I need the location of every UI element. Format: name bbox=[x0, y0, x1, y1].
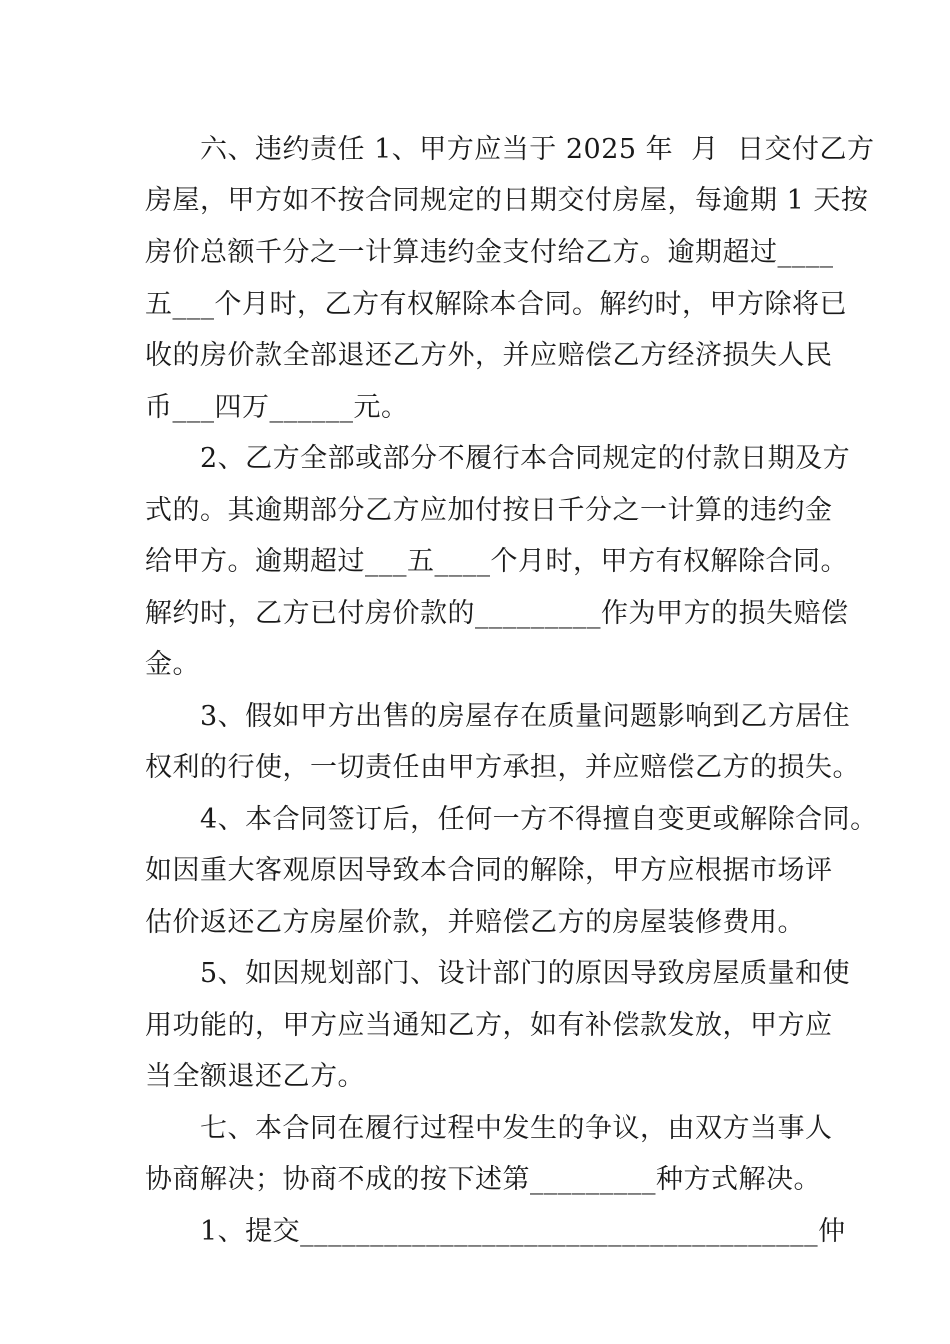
clause-5-line-3: 当全额退还乙方。 bbox=[145, 1061, 365, 1092]
paragraph-6-line-1: 六、违约责任 1、甲方应当于 2025 年 月 日交付乙方 bbox=[200, 134, 875, 165]
paragraph-7-line-1: 七、本合同在履行过程中发生的争议，由双方当事人 bbox=[200, 1113, 833, 1144]
clause-4-line-3: 估价返还乙方房屋价款，并赔偿乙方的房屋装修费用。 bbox=[145, 907, 805, 938]
paragraph-7-line-2: 协商解决；协商不成的按下述第_________种方式解决。 bbox=[145, 1164, 821, 1195]
clause-2-line-1: 2、乙方全部或部分不履行本合同规定的付款日期及方 bbox=[200, 443, 851, 474]
clause-2-line-5: 金。 bbox=[145, 649, 200, 680]
clause-4-line-1: 4、本合同签订后，任何一方不得擅自变更或解除合同。 bbox=[200, 804, 878, 835]
clause-2-line-3: 给甲方。逾期超过___五____个月时，甲方有权解除合同。 bbox=[145, 546, 848, 577]
clause-3-line-2: 权利的行使，一切责任由甲方承担，并应赔偿乙方的损失。 bbox=[145, 752, 860, 783]
paragraph-6-line-2: 房屋，甲方如不按合同规定的日期交付房屋，每逾期 1 天按 bbox=[145, 185, 869, 216]
paragraph-6-line-6: 币___四万______元。 bbox=[145, 392, 409, 423]
clause-5-line-1: 5、如因规划部门、设计部门的原因导致房屋质量和使 bbox=[200, 958, 851, 989]
clause-5-line-2: 用功能的，甲方应当通知乙方，如有补偿款发放，甲方应 bbox=[145, 1010, 833, 1041]
paragraph-6-line-5: 收的房价款全部退还乙方外，并应赔偿乙方经济损失人民 bbox=[145, 340, 833, 371]
paragraph-6-line-4: 五___个月时，乙方有权解除本合同。解约时，甲方除将已 bbox=[145, 289, 847, 320]
clause-2-line-4: 解约时，乙方已付房价款的_________作为甲方的损失赔偿 bbox=[145, 598, 849, 629]
clause-3-line-1: 3、假如甲方出售的房屋存在质量问题影响到乙方居住 bbox=[200, 701, 851, 732]
option-1-line: 1、提交_____________________________________仲 bbox=[200, 1216, 846, 1247]
clause-4-line-2: 如因重大客观原因导致本合同的解除，甲方应根据市场评 bbox=[145, 855, 833, 886]
paragraph-6-line-3: 房价总额千分之一计算违约金支付给乙方。逾期超过____ bbox=[145, 237, 834, 268]
clause-2-line-2: 式的。其逾期部分乙方应加付按日千分之一计算的违约金 bbox=[145, 495, 833, 526]
